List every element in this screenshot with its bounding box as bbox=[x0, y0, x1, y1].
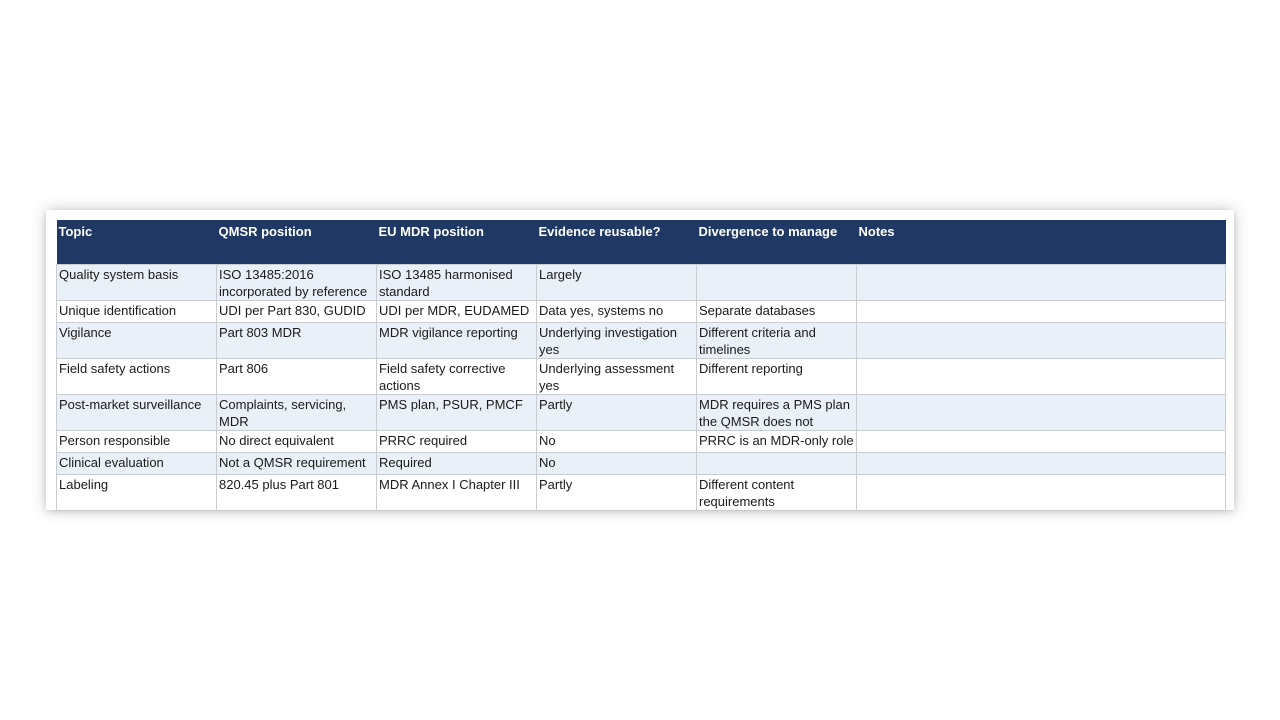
table-row bbox=[57, 430, 1226, 452]
table-cell[interactable]: UDI per MDR, EUDAMED bbox=[377, 300, 537, 322]
header-cell-divergence[interactable]: Divergence to manage bbox=[697, 220, 857, 264]
table-cell[interactable]: MDR Annex I Chapter III bbox=[377, 474, 537, 510]
table-cell[interactable]: Partly bbox=[537, 474, 697, 510]
table-cell[interactable]: Partly bbox=[537, 394, 697, 430]
table-cell[interactable]: No bbox=[537, 452, 697, 474]
table-cell[interactable] bbox=[857, 430, 1226, 452]
header-cell-evidence-reusable[interactable]: Evidence reusable? bbox=[537, 220, 697, 264]
table-cell[interactable]: Person responsible bbox=[57, 430, 217, 452]
table-cell[interactable]: PRRC is an MDR-only role bbox=[697, 430, 857, 452]
table-cell[interactable]: 820.45 plus Part 801 bbox=[217, 474, 377, 510]
table-cell[interactable] bbox=[857, 300, 1226, 322]
table-row bbox=[57, 264, 1226, 300]
table-row bbox=[57, 358, 1226, 394]
table-cell[interactable]: Clinical evaluation bbox=[57, 452, 217, 474]
comparison-table bbox=[56, 220, 1226, 511]
table-row bbox=[57, 474, 1226, 510]
table-cell[interactable]: Unique identification bbox=[57, 300, 217, 322]
table-cell[interactable]: No bbox=[537, 430, 697, 452]
table-cell[interactable]: Underlying assessment yes bbox=[537, 358, 697, 394]
table-cell[interactable]: Separate databases bbox=[697, 300, 857, 322]
table-cell[interactable]: Largely bbox=[537, 264, 697, 300]
table-cell[interactable]: UDI per Part 830, GUDID bbox=[217, 300, 377, 322]
header-cell-topic[interactable]: Topic bbox=[57, 220, 217, 264]
table-row bbox=[57, 394, 1226, 430]
header-row bbox=[57, 220, 1226, 264]
table-cell[interactable]: Field safety actions bbox=[57, 358, 217, 394]
table-cell[interactable]: MDR vigilance reporting bbox=[377, 322, 537, 358]
table-cell[interactable]: Not a QMSR requirement bbox=[217, 452, 377, 474]
header-cell-notes[interactable]: Notes bbox=[857, 220, 1226, 264]
header-cell-qmsr-position[interactable]: QMSR position bbox=[217, 220, 377, 264]
table-cell[interactable]: ISO 13485 harmonised standard bbox=[377, 264, 537, 300]
table-cell[interactable]: ISO 13485:2016 incorporated by reference bbox=[217, 264, 377, 300]
table-cell[interactable]: MDR requires a PMS plan the QMSR does not bbox=[697, 394, 857, 430]
table-cell[interactable]: Vigilance bbox=[57, 322, 217, 358]
table-row bbox=[57, 452, 1226, 474]
table-cell[interactable] bbox=[697, 264, 857, 300]
table-cell[interactable] bbox=[857, 264, 1226, 300]
table-cell[interactable]: Part 803 MDR bbox=[217, 322, 377, 358]
table-cell[interactable] bbox=[857, 358, 1226, 394]
table-cell[interactable]: Underlying investigation yes bbox=[537, 322, 697, 358]
table-cell[interactable] bbox=[857, 322, 1226, 358]
table-cell[interactable]: PMS plan, PSUR, PMCF bbox=[377, 394, 537, 430]
table-cell[interactable]: Required bbox=[377, 452, 537, 474]
table-cell[interactable] bbox=[857, 474, 1226, 510]
table-cell[interactable] bbox=[857, 452, 1226, 474]
table-cell[interactable]: Quality system basis bbox=[57, 264, 217, 300]
table-cell[interactable]: Labeling bbox=[57, 474, 217, 510]
table-cell[interactable]: Different reporting bbox=[697, 358, 857, 394]
header-cell-eu-mdr-position[interactable]: EU MDR position bbox=[377, 220, 537, 264]
table-row bbox=[57, 300, 1226, 322]
table-cell[interactable]: Field safety corrective actions bbox=[377, 358, 537, 394]
table-cell[interactable]: PRRC required bbox=[377, 430, 537, 452]
table-cell[interactable] bbox=[857, 394, 1226, 430]
table-cell[interactable]: Part 806 bbox=[217, 358, 377, 394]
table-cell[interactable]: Different criteria and timelines bbox=[697, 322, 857, 358]
table-row bbox=[57, 322, 1226, 358]
table-cell[interactable]: No direct equivalent bbox=[217, 430, 377, 452]
spreadsheet-sheet bbox=[46, 210, 1234, 510]
table-cell[interactable]: Data yes, systems no bbox=[537, 300, 697, 322]
table-cell[interactable]: Complaints, servicing, MDR bbox=[217, 394, 377, 430]
table-cell[interactable]: Different content requirements bbox=[697, 474, 857, 510]
table-cell[interactable] bbox=[697, 452, 857, 474]
table-cell[interactable]: Post-market surveillance bbox=[57, 394, 217, 430]
